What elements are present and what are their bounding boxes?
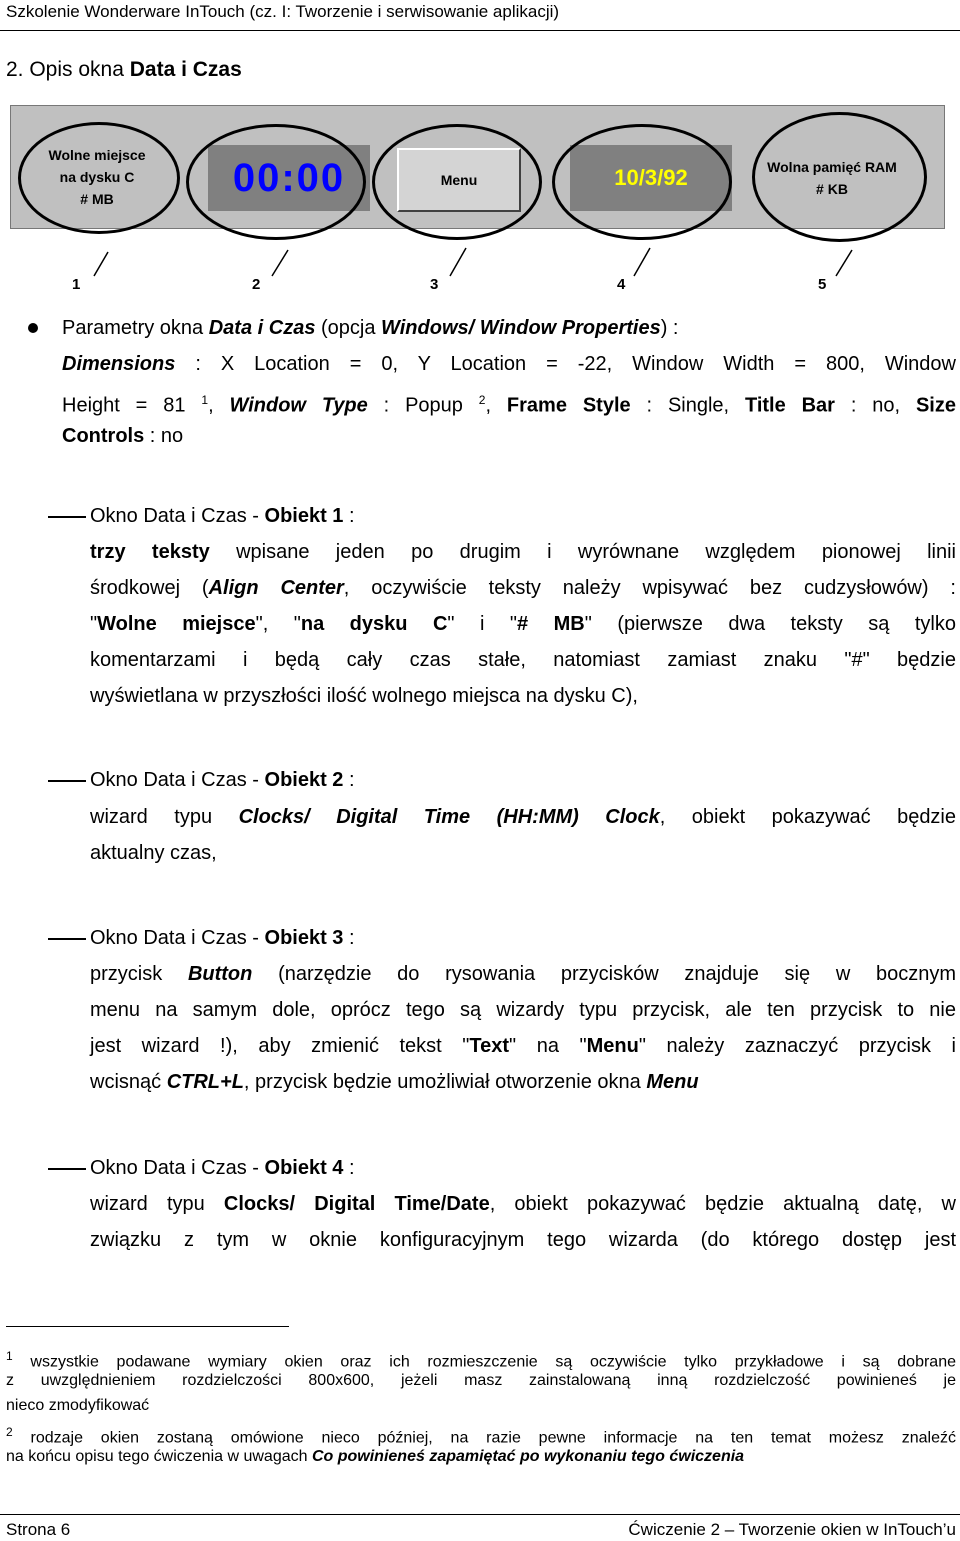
footer-rule bbox=[0, 1514, 960, 1515]
footnote-1-line-1: $^1$ wszystkie podawane wymiary okien oraz ich rozmieszczenie są oczywiście tylko przykładowe i są dobrane bbox=[6, 1349, 956, 1371]
window-properties-line-3: Height = 81 $^1$, Window Type : Popup $^2$, Frame Style : Single, Title Bar : no, Size bbox=[62, 393, 956, 417]
dash-marker-3 bbox=[48, 938, 86, 940]
object-2-line-2: aktualny czas, bbox=[90, 842, 217, 864]
free-disk-text-object: Wolne miejsce na dysku C # MB bbox=[48, 147, 146, 207]
object-3-line-1: przycisk Button (narzędzie do rysowania przycisków znajduje się w bocznym bbox=[90, 963, 956, 985]
leader-line-1 bbox=[94, 252, 108, 276]
object-4-line-1: wizard typu Clocks/ Digital Time/Date, obiekt pokazywać będzie aktualną datę, w bbox=[90, 1193, 956, 1215]
object-1-line-2: środkowej (Align Center, oczywiście teksty należy wpisywać bez cudzysłowów) : bbox=[90, 577, 956, 599]
footnote-rule bbox=[6, 1326, 289, 1327]
leader-line-2 bbox=[272, 250, 288, 276]
object-3-heading: Okno Data i Czas - Obiekt 3 : bbox=[90, 927, 355, 949]
object-1-line-3: "Wolne miejsce", "na dysku C" i "# MB" (pierwsze dwa teksty są tylko bbox=[90, 613, 957, 635]
leader-line-4 bbox=[634, 248, 650, 276]
callout-leader-lines bbox=[0, 230, 960, 280]
callout-number-1: 1 bbox=[72, 276, 81, 293]
object-1-heading: Okno Data i Czas - Obiekt 1 : bbox=[90, 505, 355, 527]
object-2-line-1: wizard typu Clocks/ Digital Time (HH:MM) Clock, obiekt pokazywać będzie bbox=[90, 806, 957, 828]
object-3-line-2: menu na samym dole, oprócz tego są wizardy typu przycisk, ale ten przycisk to nie bbox=[90, 999, 956, 1021]
section-title: 2. Opis okna Data i Czas bbox=[6, 58, 242, 81]
callout-number-2: 2 bbox=[252, 276, 261, 293]
window-properties-line-2: Dimensions : X Location = 0, Y Location = -22, Window Width = 800, Window bbox=[62, 353, 956, 375]
callout-ellipse-4 bbox=[552, 124, 732, 240]
callout-ellipse-3 bbox=[372, 124, 542, 240]
callout-ellipse-2 bbox=[186, 124, 366, 240]
clock-digits: 00:00 bbox=[232, 155, 346, 200]
object-1-line-5: wyświetlana w przyszłości ilość wolnego miejsca na dysku C), bbox=[90, 685, 638, 707]
footnote-1-line-3: nieco zmodyfikować bbox=[6, 1397, 150, 1414]
dash-marker-4 bbox=[48, 1168, 86, 1170]
callout-number-5: 5 bbox=[818, 276, 827, 293]
footnote-1-line-2: z uwzględnieniem rozdzielczości 800x600, jeżeli masz zainstalowaną inną rozdzielczość powinieneś je bbox=[6, 1372, 956, 1389]
bullet-dot bbox=[28, 323, 38, 333]
free-ram-text-object: Wolna pamięć RAM # KB bbox=[767, 159, 897, 197]
object-2-heading: Okno Data i Czas - Obiekt 2 : bbox=[90, 769, 355, 791]
date-value: 10/3/92 bbox=[614, 165, 688, 190]
object-4-heading: Okno Data i Czas - Obiekt 4 : bbox=[90, 1157, 355, 1179]
footnote-2-line-2: na końcu opisu tego ćwiczenia w uwagach Co powinieneś zapamiętać po wykonaniu tego ćwiczenia bbox=[6, 1448, 745, 1465]
running-header: Szkolenie Wonderware InTouch (cz. I: Tworzenie i serwisowanie aplikacji) bbox=[6, 2, 560, 21]
object-3-line-3: jest wizard !), aby zmienić tekst "Text" na "Menu" należy zaznaczyć przycisk i bbox=[90, 1035, 957, 1057]
window-properties-line-4: Controls : no bbox=[62, 425, 184, 447]
window-properties-line-1: Parametry okna Data i Czas (opcja Windows/ Window Properties) : bbox=[62, 317, 679, 339]
footnote-2-line-1: $^2$ rodzaje okien zostaną omówione nieco później, na razie pewne informacje na ten temat możesz znaleźć bbox=[6, 1425, 956, 1447]
footer-page-number: Strona 6 bbox=[6, 1520, 71, 1539]
menu-button[interactable]: Menu bbox=[397, 148, 521, 212]
dash-marker-1 bbox=[48, 516, 86, 518]
dash-marker-2 bbox=[48, 780, 86, 782]
object-1-line-4: komentarzami i będą cały czas stałe, natomiast zamiast znaku "#" będzie bbox=[90, 649, 956, 671]
object-3-line-4: wcisnąć CTRL+L, przycisk będzie umożliwiał otworzenie okna Menu bbox=[90, 1071, 699, 1093]
callout-ellipse-1 bbox=[18, 122, 180, 234]
object-1-line-1: trzy teksty wpisane jeden po drugim i wyrównane względem pionowej linii bbox=[90, 541, 956, 563]
footer-chapter-title: Ćwiczenie 2 – Tworzenie okien w InTouch’u bbox=[628, 1520, 956, 1539]
callout-ellipse-5 bbox=[752, 112, 927, 242]
object-4-line-2: związku z tym w oknie konfiguracyjnym tego wizarda (do którego dostęp jest bbox=[90, 1229, 956, 1251]
callout-number-3: 3 bbox=[430, 276, 439, 293]
leader-line-3 bbox=[450, 248, 466, 276]
callout-number-4: 4 bbox=[617, 276, 626, 293]
header-rule bbox=[0, 30, 960, 31]
leader-line-5 bbox=[836, 250, 852, 276]
